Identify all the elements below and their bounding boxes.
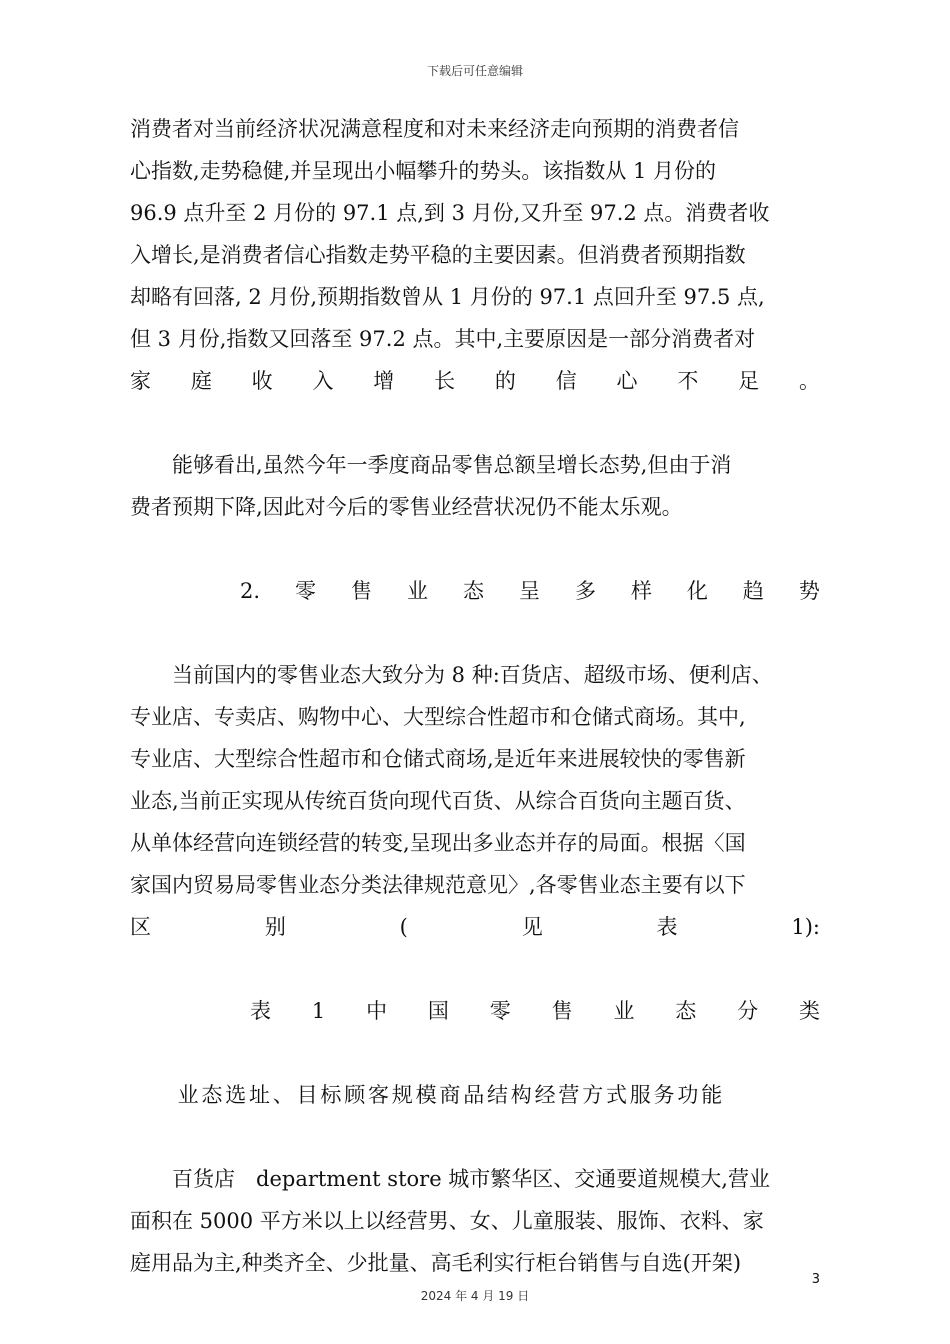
paragraph-department-store [130, 1158, 820, 1284]
text-line: 专业店、大型综合性超市和仓储式商场,是近年来进展较快的零售新 [130, 747, 746, 771]
text-line: 消费者对当前经济状况满意程度和对未来经济走向预期的消费者信 [130, 117, 739, 141]
text-line: 专业店、专卖店、购物中心、大型综合性超市和仓储式商场。其中, [130, 705, 746, 729]
page-header: 下载后可任意编辑 [426, 64, 523, 78]
text-line: 费者预期下降,因此对今后的零售业经营状况仍不能太乐观。 [130, 495, 683, 519]
text-line: 却略有回落, 2 月份,预期指数曾从 1 月份的 97.1 点回升至 97.5 点, [130, 285, 765, 309]
text-line: 心指数,走势稳健,并呈现出小幅攀升的势头。该指数从 1 月份的 [130, 159, 717, 183]
text-line: 从单体经营向连锁经营的转变,呈现出多业态并存的局面。根据〈国 [130, 831, 746, 855]
text-line: 96.9 点升至 2 月份的 97.1 点,到 3 月份,又升至 97.2 点。消费者收 [130, 201, 770, 225]
text-line: 但 3 月份,指数又回落至 97.2 点。其中,主要原因是一部分消费者对 [130, 327, 756, 351]
justified-line: 家 庭 收 入 增 长 的 信 心 不 足 。 [130, 369, 820, 393]
justified-line: 区 别 ( 见 表 1): [130, 915, 820, 939]
paragraph-outlook [130, 444, 820, 528]
document-body [130, 108, 820, 1284]
text-line: 入增长,是消费者信心指数走势平稳的主要因素。但消费者预期指数 [130, 243, 746, 267]
text-line: 家国内贸易局零售业态分类法律规范意见〉,各零售业态主要有以下 [130, 873, 746, 897]
paragraph-retail-formats [130, 654, 820, 948]
text-line: 能够看出,虽然今年一季度商品零售总额呈增长态势,但由于消 [130, 453, 732, 477]
text-line: 庭用品为主,种类齐全、少批量、高毛利实行柜台销售与自选(开架) [130, 1251, 742, 1275]
page-number: 3 [811, 1272, 820, 1287]
table-header-row: 业态选址、目标顾客规模商品结构经营方式服务功能 [130, 1083, 725, 1107]
page-footer-date: 2024 年 4 月 19 日 [420, 1289, 530, 1303]
text-line: 百货店 department store 城市繁华区、交通要道规模大,营业 [130, 1167, 770, 1191]
text-line: 当前国内的零售业态大致分为 8 种:百货店、超级市场、便利店、 [130, 663, 773, 687]
paragraph-consumer-confidence [130, 108, 820, 402]
section-heading: 2. 零 售 业 态 呈 多 样 化 趋 势 [240, 579, 820, 603]
table-title: 表 1 中 国 零 售 业 态 分 类 [250, 999, 820, 1023]
text-line: 面积在 5000 平方米以上以经营男、女、儿童服装、服饰、衣料、家 [130, 1209, 764, 1233]
text-line: 业态,当前正实现从传统百货向现代百货、从综合百货向主题百货、 [130, 789, 746, 813]
